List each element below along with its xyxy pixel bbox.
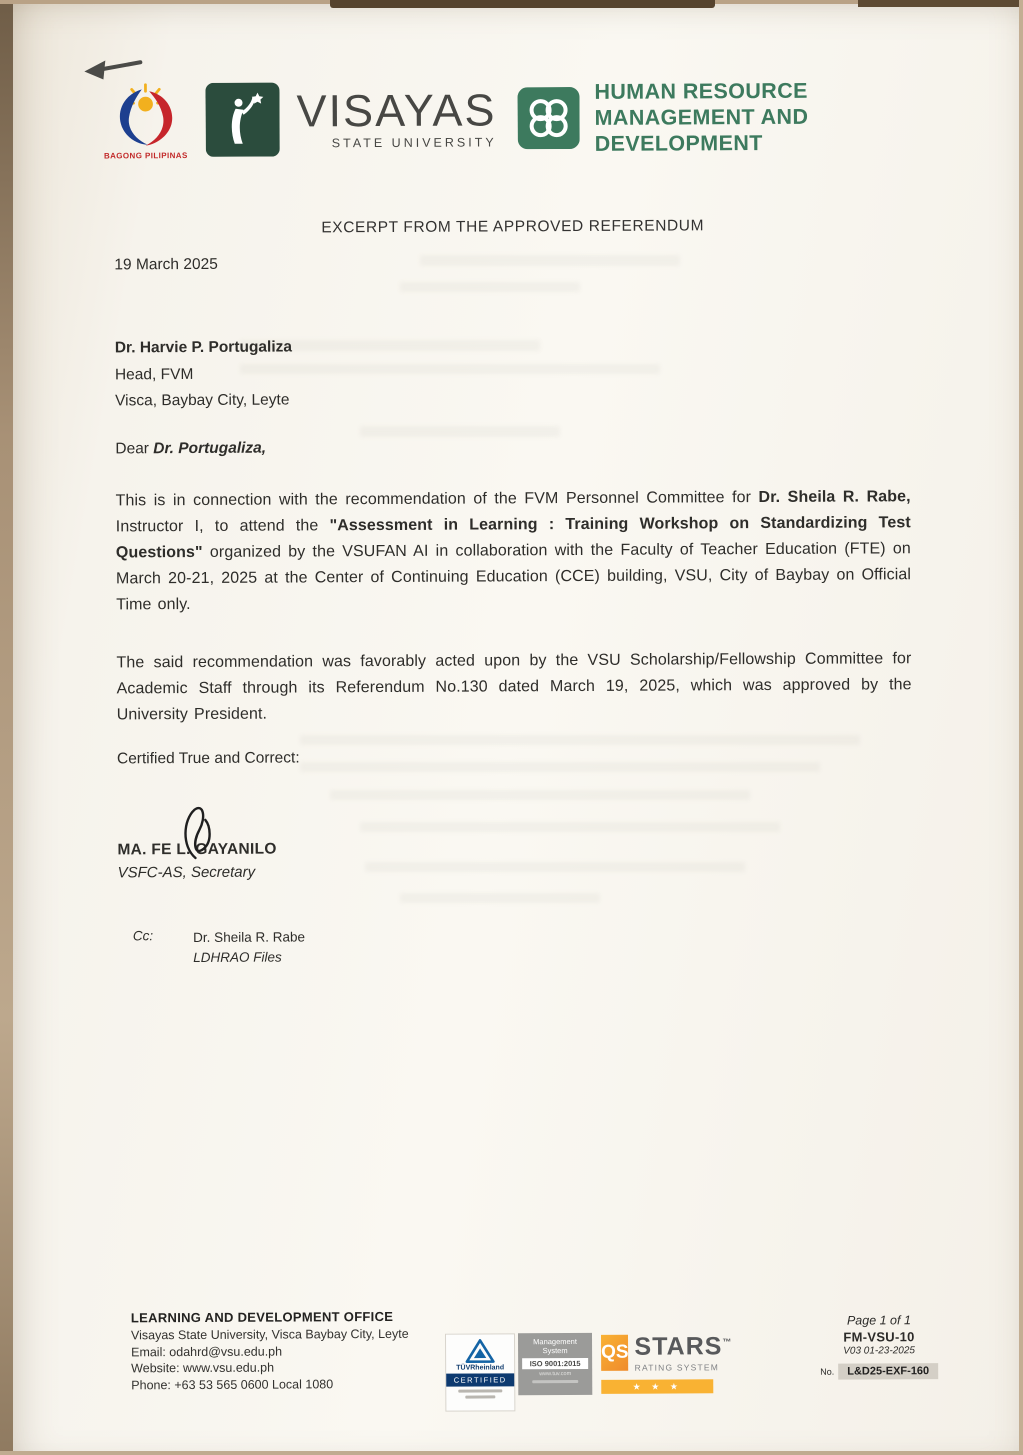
tuv-triangle-icon: [465, 1338, 495, 1363]
university-wordmark: [296, 83, 497, 150]
cc-items: [193, 927, 305, 968]
qs-trademark: ™: [722, 1336, 733, 1347]
tuv-certified-banner: CERTIFIED: [446, 1373, 514, 1386]
qs-stars-badge: [601, 1332, 733, 1394]
footer-website: Website: www.vsu.edu.ph: [131, 1360, 275, 1376]
certification-line: Certified True and Correct:: [116, 749, 300, 768]
iso-mgmt-line2: System: [542, 1345, 568, 1355]
qs-logo-square: QS: [601, 1335, 629, 1371]
footer-email: Email: odahrd@vsu.edu.ph: [131, 1344, 283, 1359]
scan-edge-left: [0, 0, 13, 1455]
university-subtitle: STATE UNIVERSITY: [331, 134, 497, 150]
form-code: FM-VSU-10: [843, 1329, 915, 1345]
university-name: VISAYAS: [296, 83, 497, 136]
tuv-site-label: www.tuv.com: [539, 1371, 572, 1378]
footer-office-name: LEARNING AND DEVELOPMENT OFFICE: [130, 1308, 394, 1326]
qs-rating-system-label: RATING SYSTEM: [634, 1362, 720, 1373]
recipient-position: Head, FVM: [114, 365, 194, 383]
signatory-position: VSFC-AS, Secretary: [117, 863, 256, 882]
bagong-pilipinas-logo: [100, 79, 190, 160]
office-title-line1: HUMAN RESOURCE: [594, 78, 808, 104]
signatory-name: MA. FE L. GAYANILO: [117, 840, 277, 859]
vsu-seal-logo: [205, 82, 279, 156]
pen-arrow-mark: [80, 53, 144, 81]
iso-management-system-badge: [518, 1333, 592, 1395]
recipient-address: Visca, Baybay City, Leyte: [115, 391, 290, 410]
tuv-brand-text: TÜVRheinland: [456, 1364, 505, 1372]
page-info: Page 1 of 1: [846, 1313, 911, 1328]
document-number: L&D25-EXF-160: [838, 1363, 938, 1380]
letterhead: [100, 76, 808, 161]
form-version: V03 01-23-2025: [843, 1345, 915, 1357]
footer-phone: Phone: +63 53 565 0600 Local 1080: [131, 1377, 334, 1393]
recipient-name: Dr. Harvie P. Portugaliza: [114, 338, 293, 357]
qs-stars-wordmark: [634, 1334, 732, 1373]
scan-edge-top-dark: [330, 0, 715, 8]
cc-block: [133, 927, 305, 968]
cc-item: Dr. Sheila R. Rabe: [193, 929, 306, 946]
signature-block: [117, 841, 276, 882]
tuv-fineprint-bar: [458, 1389, 502, 1392]
tuv-fineprint-bar: [465, 1395, 495, 1398]
office-title: [594, 77, 808, 156]
iso-mgmt-line1: Management: [533, 1336, 577, 1347]
qs-stars-text: STARS: [634, 1332, 723, 1361]
recipient-block: [115, 334, 293, 414]
body-paragraph-2: The said recommendation was favorably acted upon by the VSU Scholarship/Fellowship Committee for Academic Staff through its Referendum No.130 dated March 19, 2025, which was approved by the University President.: [116, 650, 912, 724]
footer-address: Visayas State University, Visca Baybay City, Leyte: [130, 1326, 409, 1343]
scan-edge-top-right: [858, 0, 1023, 7]
bagong-pilipinas-icon: [107, 79, 183, 149]
office-title-line2: MANAGEMENT AND: [594, 104, 809, 130]
footer-office-block: [131, 1309, 409, 1394]
qs-stars-rating-bar: ★ ★ ★: [601, 1379, 713, 1394]
hrmd-icon: [517, 86, 579, 148]
iso-standard-label: ISO 9001:2015: [522, 1358, 588, 1369]
letter-date: 19 March 2025: [114, 255, 218, 274]
office-title-line3: DEVELOPMENT: [594, 130, 763, 156]
qs-stars-word: [634, 1334, 732, 1360]
cc-label: Cc:: [132, 928, 154, 944]
hrmd-clover-icon: [517, 86, 579, 148]
iso-fineprint-bar: [532, 1380, 578, 1383]
bagong-pilipinas-label: BAGONG PILIPINAS: [103, 151, 188, 161]
tuv-rheinland-badge: [445, 1333, 515, 1411]
document-number-row: [803, 1363, 955, 1380]
document-title: EXCERPT FROM THE APPROVED REFERENDUM: [321, 217, 705, 237]
form-control-block: [803, 1313, 955, 1380]
qs-stars-lockup: [601, 1332, 733, 1373]
vsu-seal-icon: [205, 82, 279, 156]
salutation: Dear Dr. Portugaliza,: [115, 439, 267, 458]
document-number-label: No.: [820, 1366, 835, 1377]
handwritten-signature: [165, 804, 229, 864]
scan-edge-right: [1019, 0, 1023, 1455]
body-paragraph-1: This is in connection with the recommendation of the FVM Personnel Committee for Dr. Sheila R. Rabe, Instructor I, to attend the "Assessment in Learning : Training Workshop on Standardizing Test Questions" organized by the VSUFAN AI in collaboration with the Faculty of Teacher Education (FTE) on March 20-21, 2025 at the Center of Continuing Education (CCE) building, VSU, City of Baybay on Official Time only.: [115, 488, 912, 614]
cc-item: LDHRAO Files: [193, 949, 282, 966]
scan-edge-bottom: [0, 1451, 1023, 1455]
